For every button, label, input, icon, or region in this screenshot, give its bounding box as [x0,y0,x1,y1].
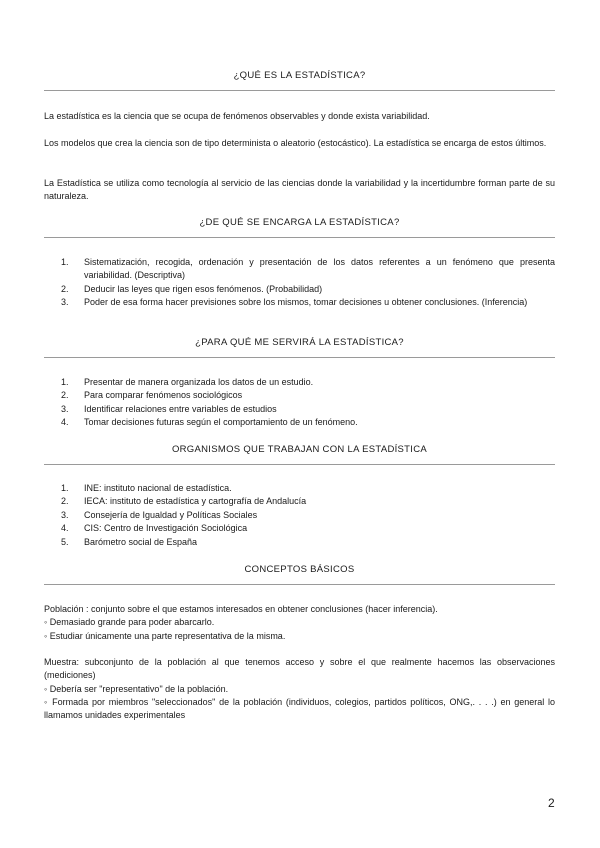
section-title: ¿QUÉ ES LA ESTADÍSTICA? [44,70,555,91]
section-para-que [44,337,555,358]
poblacion-block [44,603,555,643]
list-item: 4. Tomar decisiones futuras según el comportamiento de un fenómeno. [61,417,358,428]
encarga-list [44,256,555,310]
section-de-que-se-encarga [44,217,555,238]
list-item: 3. Consejería de Igualdad y Políticas Sociales [61,509,258,520]
paragraph-definicion: La estadística es la ciencia que se ocupa de fenómenos observables y donde exista variabilidad. [44,111,430,121]
section-organismos [44,444,555,465]
poblacion-definition: Población : conjunto sobre el que estamos interesados en obtener conclusiones (hacer inferencia). [44,604,438,614]
list-item: 1. Presentar de manera organizada los datos de un estudio. [61,377,314,387]
list-item: 2. Deducir las leyes que rigen esos fenómenos. (Probabilidad) [61,283,323,294]
muestra-bullet: ◦ Debería ser "representativo" de la población. [44,683,229,694]
section-title: ¿DE QUÉ SE ENCARGA LA ESTADÍSTICA? [44,217,555,238]
paragraph-modelos: Los modelos que crea la ciencia son de tipo determinista o aleatorio (estocástico). La estadística se encarga de estos últimos. [44,138,547,148]
page-number: 2 [548,796,555,810]
poblacion-bullet: ◦ Estudiar únicamente una parte representativa de la misma. [44,630,286,641]
list-item: 1. Sistematización, recogida, ordenación y presentación de los datos referentes a un fenómeno que presenta variabilidad. (Descriptiva) [61,257,555,281]
organismos-list [44,482,555,549]
servira-list [44,376,555,430]
list-item: 2. Para comparar fenómenos sociológicos [61,390,243,401]
list-item: 5. Barómetro social de España [61,536,198,547]
muestra-block [44,656,555,722]
list-item: 3. Identificar relaciones entre variables de estudios [61,403,277,414]
poblacion-bullet: ◦ Demasiado grande para poder abarcarlo. [44,617,215,628]
list-item: 2. IECA: instituto de estadística y cartografía de Andalucía [61,496,307,507]
paragraph-tecnologia: La Estadística se utiliza como tecnología al servicio de las ciencias donde la variabilidad y la incertidumbre forman parte de su naturaleza. [44,178,555,201]
section-que-es [44,70,555,91]
list-item: 1. INE: instituto nacional de estadística. [61,483,232,493]
muestra-definition: Muestra: subconjunto de la población al que tenemos acceso y sobre el que realmente hacemos las observaciones (mediciones) [44,657,555,681]
list-item: 4. CIS: Centro de Investigación Sociológica [61,523,248,534]
section-title: CONCEPTOS BÁSICOS [44,564,555,585]
muestra-bullet: ◦ Formada por miembros "seleccionados" de la población (individuos, colegios, partidos políticos, ONG,. . . .) en general lo llamamos unidades experimentales [44,696,555,721]
list-item: 3. Poder de esa forma hacer previsiones sobre los mismos, tomar decisiones u obtener conclusiones. (Inferencia) [61,297,528,308]
section-title: ¿PARA QUÉ ME SERVIRÁ LA ESTADÍSTICA? [44,337,555,358]
section-conceptos [44,564,555,585]
section-title: ORGANISMOS QUE TRABAJAN CON LA ESTADÍSTICA [44,444,555,465]
